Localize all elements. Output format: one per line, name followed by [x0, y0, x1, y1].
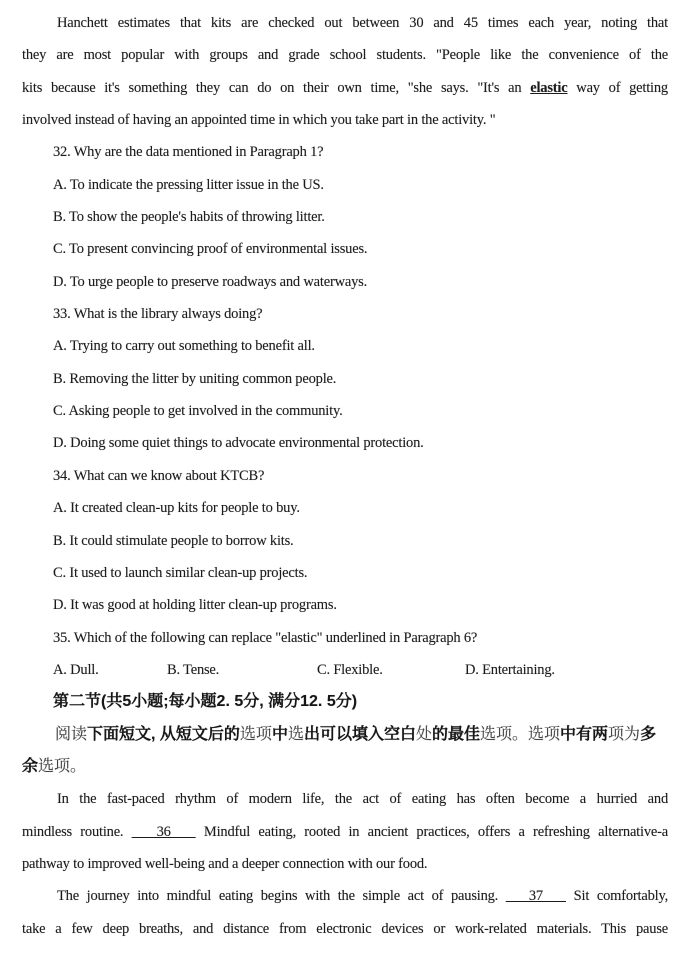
question-34-option-c: C. It used to launch similar clean-up projects. — [53, 564, 308, 581]
question-34-option-d: D. It was good at holding litter clean-up programs. — [53, 597, 337, 614]
section2-instruction-line-2 — [22, 751, 668, 783]
section2-header-text: 第二节(共5小题;每小题2. 5分, 满分12. 5分) — [53, 693, 358, 711]
question-35-option-a: A. Dull. — [53, 661, 99, 678]
question-32-option-c: C. To present convincing proof of environmental issues. — [53, 241, 368, 258]
blank-37: 37 — [505, 888, 566, 905]
question-32-option-b: B. To show the people's habits of throwing litter. — [53, 209, 325, 226]
passage1-line-1: Hanchett estimates that kits are checked out between 30 and 45 times each year, noting that — [57, 15, 668, 31]
question-35-options-row — [22, 654, 668, 686]
question-34-option-a: A. It created clean-up kits for people to buy. — [53, 500, 300, 517]
instr-seg-11: 多 — [640, 725, 657, 743]
question-32-option-d: D. To urge people to preserve roadways and waterways. — [53, 273, 367, 290]
instr-seg-9: 中有两 — [560, 725, 609, 743]
passage1-line-3-post: way of getting — [567, 79, 668, 96]
blank-36: 36 — [131, 823, 196, 840]
question-33-option-b: B. Removing the litter by uniting common people. — [53, 370, 337, 387]
instr-seg-6: 处 — [415, 725, 432, 743]
section2-header — [22, 686, 668, 718]
question-35-option-b: B. Tense. — [167, 661, 220, 678]
passage3-line-1 — [22, 880, 668, 912]
instr-seg-10: 项为 — [608, 725, 641, 743]
underlined-word-elastic: elastic — [530, 79, 568, 96]
passage3-line-2: take a few deep breaths, and distance from electronic devices or work-related materials. This pause — [22, 920, 668, 937]
instr-seg-3: 中 — [271, 725, 288, 743]
question-35-option-d: D. Entertaining. — [465, 661, 555, 678]
question-35-stem: 35. Which of the following can replace "elastic" underlined in Paragraph 6? — [53, 629, 478, 646]
passage1-line-3-pre: kits because it's something they can do on their own time, "she says. "It's an — [22, 79, 531, 96]
question-33-option-a: A. Trying to carry out something to benefit all. — [53, 338, 315, 355]
passage3-line-1-post: Sit comfortably, — [565, 888, 668, 905]
question-35-option-c: C. Flexible. — [317, 661, 383, 678]
question-33-stem: 33. What is the library always doing? — [53, 306, 263, 323]
passage2-line-2-pre: mindless routine. — [22, 823, 132, 840]
section2-instruction-line-1 — [22, 719, 668, 751]
instr-seg-5: 出可以填入空白 — [303, 725, 416, 743]
passage2-line-1: In the fast-paced rhythm of modern life, the act of eating has often become a hurried and — [57, 791, 668, 808]
passage2-line-2-post: Mindful eating, rooted in ancient practices, offers a refreshing alternative-a — [195, 823, 668, 840]
question-32-option-a: A. To indicate the pressing litter issue in the US. — [53, 176, 324, 193]
passage2-line-2 — [22, 816, 668, 848]
instr-seg-2: 选项 — [239, 725, 272, 743]
instr-seg-12: 余 — [22, 757, 39, 775]
question-32-stem: 32. Why are the data mentioned in Paragraph 1? — [53, 144, 324, 161]
passage3-line-1-pre: The journey into mindful eating begins with the simple act of pausing. — [57, 888, 506, 905]
question-33-option-c: C. Asking people to get involved in the community. — [53, 403, 343, 420]
passage1-line-3 — [22, 72, 668, 104]
question-33-option-d: D. Doing some quiet things to advocate environmental protection. — [53, 435, 424, 452]
instr-seg-0: 阅读 — [55, 725, 88, 743]
instr-seg-4: 选 — [287, 725, 304, 743]
passage1-line-2: they are most popular with groups and grade school students. "People like the convenience of the — [22, 47, 668, 64]
passage2-line-3: pathway to improved well-being and a deeper connection with our food. — [22, 855, 428, 872]
question-34-option-b: B. It could stimulate people to borrow kits. — [53, 532, 294, 549]
instr-seg-8: 选项。选项 — [480, 725, 561, 743]
passage1-line-4: involved instead of having an appointed time in which you take part in the activity. " — [22, 112, 496, 129]
question-34-stem: 34. What can we know about KTCB? — [53, 467, 265, 484]
instr-seg-1: 下面短文, 从短文后的 — [87, 725, 240, 743]
instr-seg-13: 选项。 — [38, 757, 87, 775]
instr-seg-7: 的最佳 — [432, 725, 481, 743]
